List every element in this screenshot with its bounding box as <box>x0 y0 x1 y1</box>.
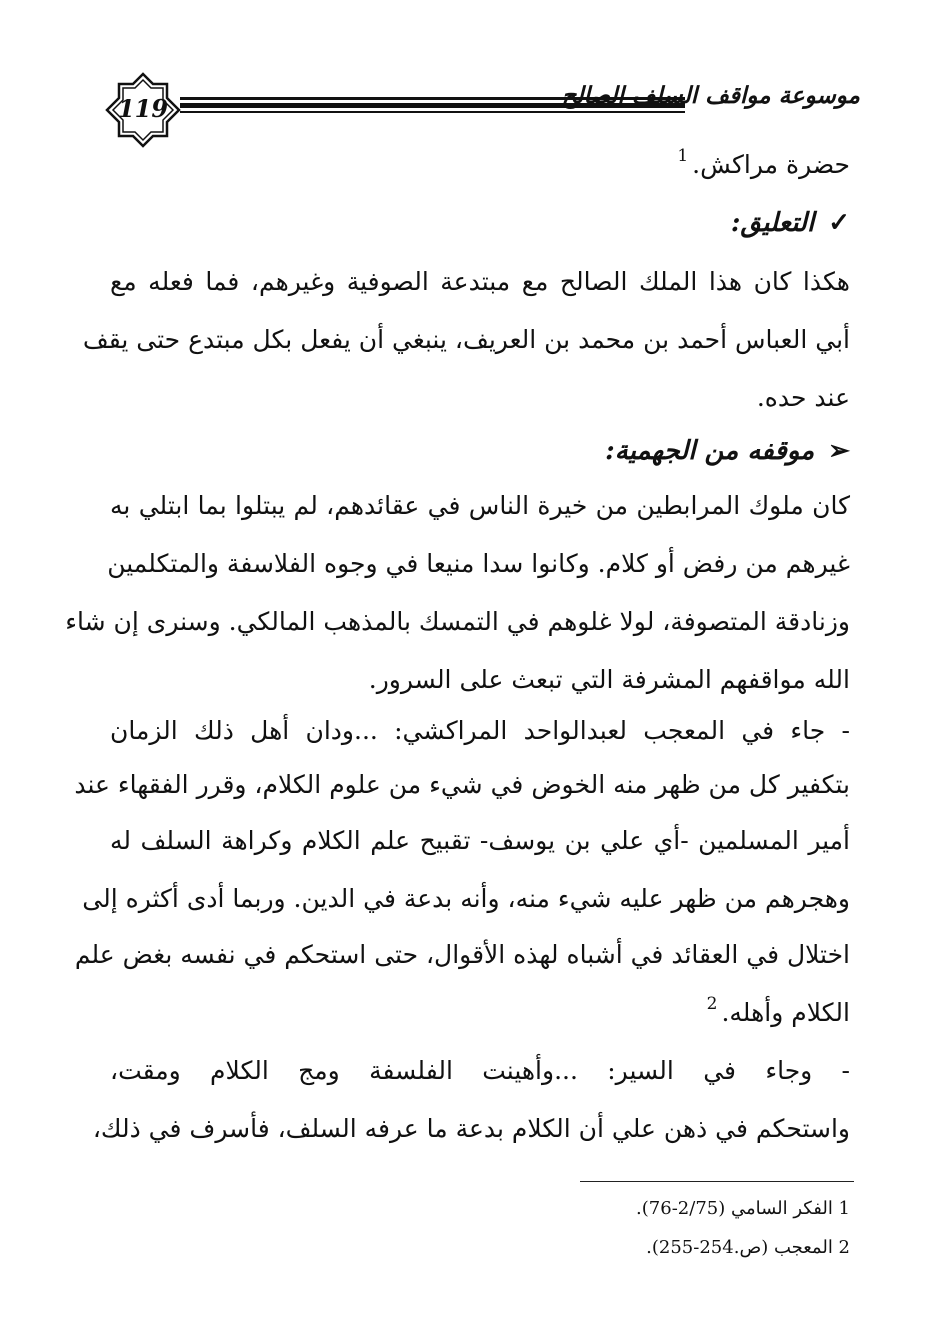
check-mark-icon: ✓ <box>828 208 850 238</box>
text-line: الله مواقفهم المشرفة التي تبعث على السرور. <box>368 665 850 694</box>
text-line: اختلال في العقائد في أشباه لهذه الأقوال، حتى استحكم في نفسه بغض علم <box>74 940 850 969</box>
text-line: - جاء في المعجب لعبدالواحد المراكشي: ...ودان أهل ذلك الزمان <box>110 716 850 745</box>
text-line: واستحكم في ذهن علي أن الكلام بدعة ما عرفه السلف، فأسرف في ذلك، <box>92 1114 850 1143</box>
text-line: وزنادقة المتصوفة، لولا غلوهم في التمسك بالمذهب المالكي. وسنرى إن شاء <box>65 607 850 636</box>
footnote-ref: 2 <box>706 994 718 1014</box>
text-line: - وجاء في السير: ...وأهينت الفلسفة ومج الكلام ومقت، <box>110 1056 850 1085</box>
header-rule <box>180 111 685 113</box>
text-line: وهجرهم من ظهر عليه شيء منه، وأنه بدعة في الدين. وربما أدى أكثره إلى <box>82 884 850 913</box>
text-line <box>110 146 850 179</box>
heading-text: التعليق: <box>730 208 815 238</box>
text-line: هكذا كان هذا الملك الصالح مع مبتدعة الصوفية وغيرهم، فما فعله مع <box>110 267 850 296</box>
heading-text: موقفه من الجهمية: <box>605 436 815 466</box>
text-line: بتكفير كل من ظهر منه الخوض في شيء من علوم الكلام، وقرر الفقهاء عند <box>74 770 850 799</box>
text-line-content: الكلام وأهله. <box>721 998 850 1027</box>
book-title: موسوعة مواقف السلف الصالح <box>561 82 860 109</box>
text-line: عند حده. <box>756 383 850 412</box>
arrowhead-icon: ➢ <box>828 436 850 466</box>
page-header <box>100 70 860 150</box>
footnote-item: 2 المعجب (ص.254-255). <box>646 1237 850 1258</box>
section-heading-commentary <box>731 208 850 238</box>
footnote-divider <box>580 1181 854 1182</box>
text-line <box>110 994 850 1027</box>
section-heading-stance <box>605 436 850 466</box>
text-line: غيرهم من رفض أو كلام. وكانوا سدا منيعا في وجوه الفلاسفة والمتكلمين <box>107 549 850 578</box>
footnote-ref: 1 <box>677 146 689 166</box>
text-line-content: حضرة مراكش. <box>692 150 850 179</box>
text-line: كان ملوك المرابطين من خيرة الناس في عقائدهم، لم يبتلوا بما ابتلي به <box>110 491 850 520</box>
text-line: أمير المسلمين -أي علي بن يوسف- تقبيح علم الكلام وكراهة السلف له <box>110 826 850 855</box>
page-number: 119 <box>117 94 169 123</box>
page-number-badge <box>105 72 181 148</box>
footnote-item: 1 الفكر السامي (2/75-76). <box>636 1198 850 1219</box>
text-line: أبي العباس أحمد بن محمد بن العريف، ينبغي أن يفعل بكل مبتدع حتى يقف <box>82 325 850 354</box>
